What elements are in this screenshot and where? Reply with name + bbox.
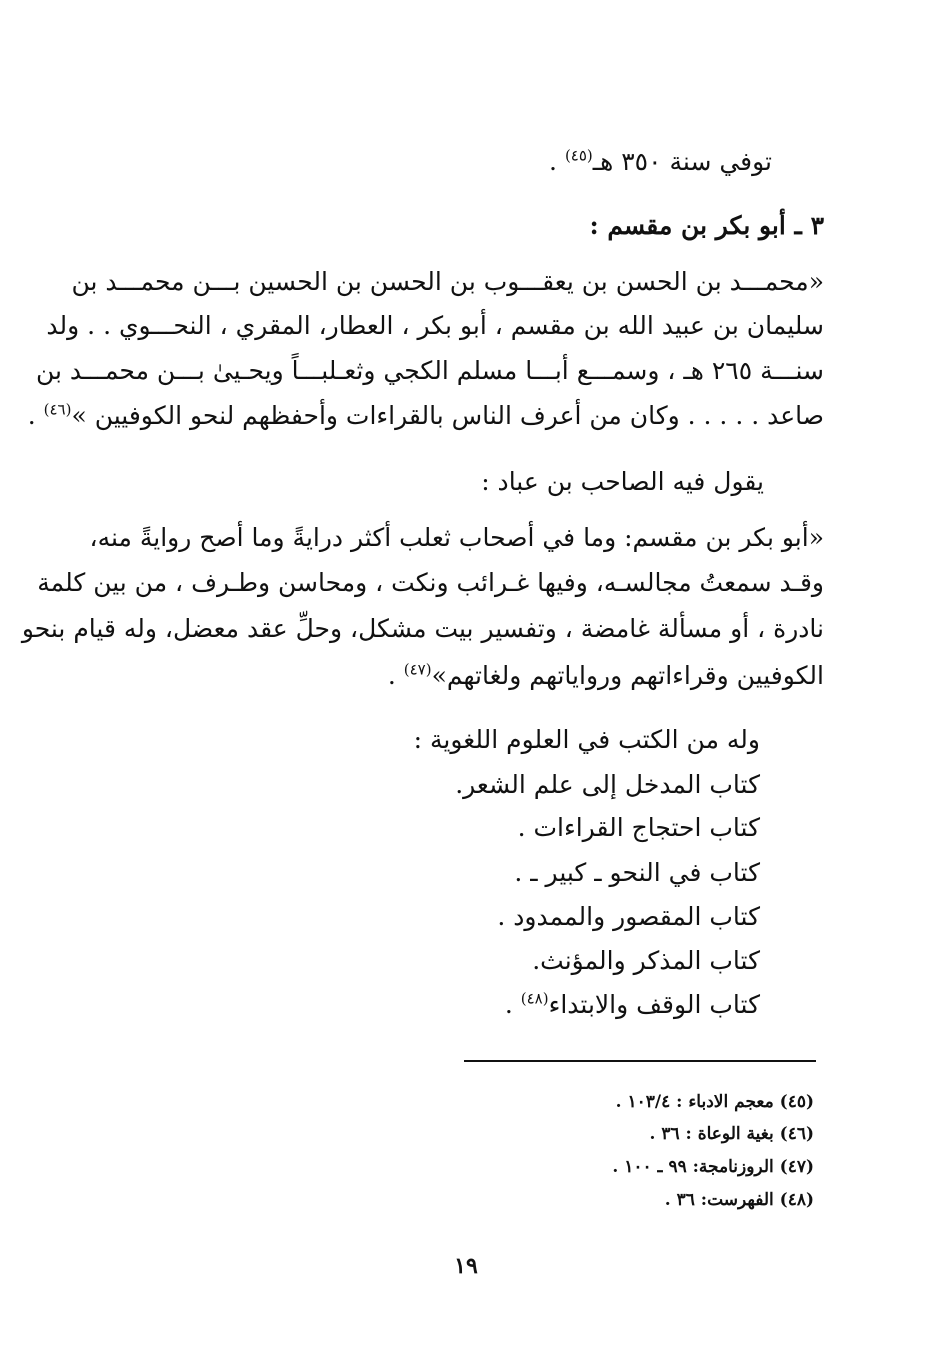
books-intro: وله من الكتب في العلوم اللغوية : — [413, 725, 760, 754]
intro-text: توفي سنة ٣٥٠ هـ — [592, 147, 772, 176]
paragraph-1-line-1: «محمـــد بن الحسن بن يعقـــوب بن الحسن بن الحسين بـــن محمـــد بن — [71, 267, 824, 296]
paragraph-2-period: . — [387, 661, 396, 690]
paragraph-1-period: . — [27, 401, 36, 430]
page-number: ١٩ — [454, 1253, 478, 1279]
paragraph-2-line-3: نادرة ، أو مسألة غامضة ، وتفسير بيت مشكل، وحلِّ عقد معضل، وله قيام بنحو — [21, 614, 824, 643]
book-item-last — [505, 985, 760, 1025]
paragraph-1-line-4-text: صاعد . . . . . وكان من أعرف الناس بالقراءات وأحفظهم لنحو الكوفيين » — [71, 401, 824, 430]
footnote-46: (٤٦) بغية الوعاة : ٣٦ . — [649, 1124, 814, 1144]
section-heading: ٣ ـ أبو بكر بن مقسم : — [589, 211, 824, 240]
book-item: كتاب المدخل إلى علم الشعر. — [455, 770, 760, 799]
paragraph-1-line-2: سليمان بن عبيد الله بن مقسم ، أبو بكر ، العطار، المقري ، النحـــوي . . ولد — [46, 311, 824, 340]
footnote-ref-48: (٤٨) — [520, 989, 549, 1008]
paragraph-2-line-4 — [108, 656, 824, 696]
book-item: كتاب احتجاج القراءات . — [517, 813, 760, 842]
footnote-ref-47: (٤٧) — [403, 660, 432, 679]
paragraph-1-line-4 — [27, 396, 824, 436]
paragraph-2-line-4-text: الكوفيين وقراءاتهم ورواياتهم ولغاتهم» — [431, 661, 824, 690]
footnote-48: (٤٨) الفهرست: ٣٦ . — [664, 1190, 814, 1210]
last-book-period: . — [504, 990, 513, 1019]
footnote-divider — [464, 1060, 816, 1062]
paragraph-2-line-1: «أبو بكر بن مقسم: وما في أصحاب ثعلب أكثر درايةً وما أصح روايةً منه، — [89, 523, 824, 552]
footnote-47: (٤٧) الروزنامجة: ٩٩ ـ ١٠٠ . — [612, 1157, 814, 1177]
paragraph-1-line-3: سنـــة ٢٦٥ هـ ، وسمـــع أبـــا مسلم الكجي وثعـلبـــاً ويحـيىٰ بـــن محمـــد بن — [35, 356, 824, 385]
last-book-text: كتاب الوقف والابتداء — [548, 990, 760, 1019]
book-item: كتاب المذكر والمؤنث. — [532, 946, 760, 975]
intro-period: . — [549, 147, 557, 176]
saheb-intro: يقول فيه الصاحب بن عباد : — [481, 467, 764, 496]
footnote-45: (٤٥) معجم الادباء : ١٠٣/٤ . — [615, 1092, 814, 1112]
paragraph-2-line-2: وقـد سمعتُ مجالسـه، وفيها غـرائب ونكت ، ومحاسن وطـرف ، من بين كلمة — [37, 568, 824, 597]
book-item: كتاب في النحو ـ كبير ـ . — [514, 858, 760, 887]
footnote-ref-46: (٤٦) — [43, 400, 72, 419]
book-item: كتاب المقصور والممدود . — [497, 902, 760, 931]
footnote-ref-45: (٤٥) — [564, 146, 593, 165]
intro-line — [549, 142, 772, 182]
